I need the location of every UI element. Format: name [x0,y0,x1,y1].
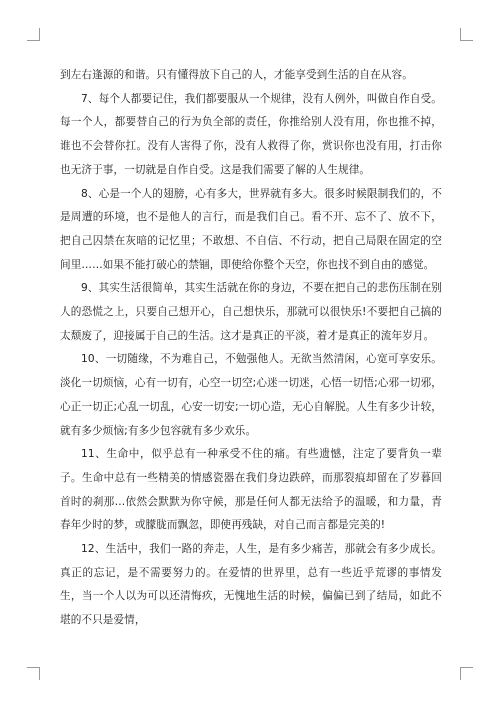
paragraph-item-9: 9、其实生活很简单，其实生活就在你的身边，不要在把自己的悲伤压制在别人的恐慌之上，只要自己想开心，自己想快乐，那就可以很快乐!不要把自己搞的太颓废了，迎接属于自己的生活。这才是真正的平淡，着才是真正的流年岁月。 [60,282,442,342]
paragraph-item-12: 12、生活中，我们一路的奔走，人生，是有多少痛苦，那就会有多少成长。真正的忘记，是不需要努力的。在爱情的世界里，总有一些近乎荒谬的事情发生，当一个人以为可以还清悔疚，无愧地生活的时候，偏偏已到了结局，如此不堪的不只是爱情， [60,543,442,627]
crop-mark-top-left [27,28,40,41]
paragraph-item-10: 10、一切随缘，不为难自己，不勉强他人。无欲当然清闲，心宽可享安乐。淡化一切烦恼，心有一切有，心空一切空;心迷一切迷，心悟一切悟;心邪一切邪，心正一切正;心乱一切乱，心安一切安;一切心造，无心自解脱。人生有多少计较，就有多少烦恼;有多少包容就有多少欢乐。 [60,353,442,437]
document-body [60,64,442,633]
paragraph-item-8: 8、心是一个人的翅膀，心有多大，世界就有多大。很多时候限制我们的，不是周遭的环境，也不是他人的言行，而是我们自己。看不开、忘不了、放不下，把自己囚禁在灰暗的记忆里；不敢想、不自信、不行动，把自己局限在固定的空间里……如果不能打破心的禁锢，即使给你整个天空，你也找不到自由的感觉。 [60,187,442,271]
paragraph-item-7: 7、每个人都要记住，我们都要服从一个规律，没有人例外，叫做自作自受。每一个人，都要替自己的行为负全部的责任，你推给别人没有用，你也推不掉，谁也不会替你扛。没有人害得了你，没有人救得了你，赏识你也没有用，打击你也无济于事，一切就是自作自受。这是我们需要了解的人生规律。 [60,92,442,176]
paragraph-continuation: 到左右逢源的和谐。只有懂得放下自己的人，才能享受到生活的自在从容。 [60,69,413,81]
crop-mark-top-right [460,28,473,41]
crop-mark-bottom-left [27,667,40,680]
paragraph-item-11: 11、生命中，似乎总有一种承受不住的痛。有些遗憾，注定了要背负一辈子。生命中总有一些精美的情感瓷器在我们身边跌碎，而那裂痕却留在了岁暮回首时的刹那…依然会默默为你守候，那是任何人都无法给予的温暖，和力量，青春年少时的梦，或朦胧而飘忽，即使再残缺，对自己而言都是完美的! [60,448,442,532]
crop-mark-bottom-right [460,667,473,680]
